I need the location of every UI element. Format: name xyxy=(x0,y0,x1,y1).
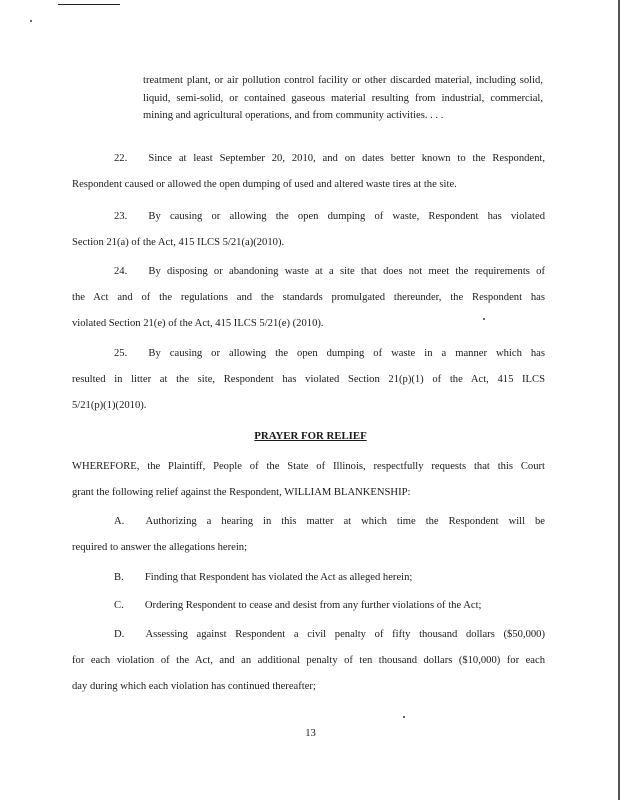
paragraph-line: day during which each violation has continued thereafter; xyxy=(72,681,316,692)
paragraph-line: required to answer the allegations herein; xyxy=(72,542,248,553)
paragraph-line: Section 21(a) of the Act, 415 ILCS 5/21(a)(2010). xyxy=(72,237,285,248)
paragraph-line: Respondent caused or allowed the open dumping of used and altered waste tires at the site. xyxy=(72,179,457,190)
paragraph-22 xyxy=(72,146,545,198)
quoted-definition: treatment plant, or air pollution control facility or other discarded material, including solid, liquid, semi-solid, or contained gaseous material resulting from industrial, commercial, mining and agricultural operations, and from community activities. . . . xyxy=(143,75,543,121)
paragraph-line: A. Authorizing a hearing in this matter at which time the Respondent will be xyxy=(114,516,545,527)
paragraph-line: for each violation of the Act, and an additional penalty of ten thousand dollars ($10,000) for each xyxy=(72,655,545,666)
section-heading: PRAYER FOR RELIEF xyxy=(254,430,367,442)
paragraph-25 xyxy=(72,341,545,419)
paragraph-line: 24. By disposing or abandoning waste at a site that does not meet the requirements of xyxy=(114,266,545,277)
paragraph-line: resulted in litter at the site, Respondent has violated Section 21(p)(1) of the Act, 415 ILCS xyxy=(72,374,545,385)
paragraph-line: D. Assessing against Respondent a civil penalty of fifty thousand dollars ($50,000) xyxy=(114,629,545,640)
paragraph-line: 25. By causing or allowing the open dumping of waste in a manner which has xyxy=(114,348,545,359)
paragraph-23 xyxy=(72,204,545,256)
paragraph-line: the Act and of the regulations and the standards promulgated thereunder, the Respondent has xyxy=(72,292,545,303)
relief-item-d xyxy=(72,622,545,700)
paragraph-line: 23. By causing or allowing the open dumping of waste, Respondent has violated xyxy=(114,211,545,222)
scan-speck xyxy=(403,716,405,718)
scan-speck xyxy=(30,20,32,22)
paragraph-line: C. Ordering Respondent to cease and desist from any further violations of the Act; xyxy=(114,600,482,611)
scan-edge-mark xyxy=(58,4,120,5)
paragraph-24 xyxy=(72,259,545,337)
page-number: 13 xyxy=(305,728,316,739)
relief-item-a xyxy=(72,509,545,561)
paragraph-line: B. Finding that Respondent has violated the Act as alleged herein; xyxy=(114,572,413,583)
paragraph-line: grant the following relief against the Respondent, WILLIAM BLANKENSHIP: xyxy=(72,487,411,498)
relief-item-b xyxy=(72,565,545,591)
scan-right-border xyxy=(618,0,620,800)
wherefore-clause xyxy=(72,454,545,506)
relief-item-c xyxy=(72,593,545,619)
paragraph-line: violated Section 21(e) of the Act, 415 ILCS 5/21(e) (2010). xyxy=(72,318,324,329)
paragraph-line: 5/21(p)(1)(2010). xyxy=(72,400,147,411)
paragraph-line: WHEREFORE, the Plaintiff, People of the State of Illinois, respectfully requests that this Court xyxy=(72,461,545,472)
paragraph-line: 22. Since at least September 20, 2010, and on dates better known to the Respondent, xyxy=(114,153,545,164)
